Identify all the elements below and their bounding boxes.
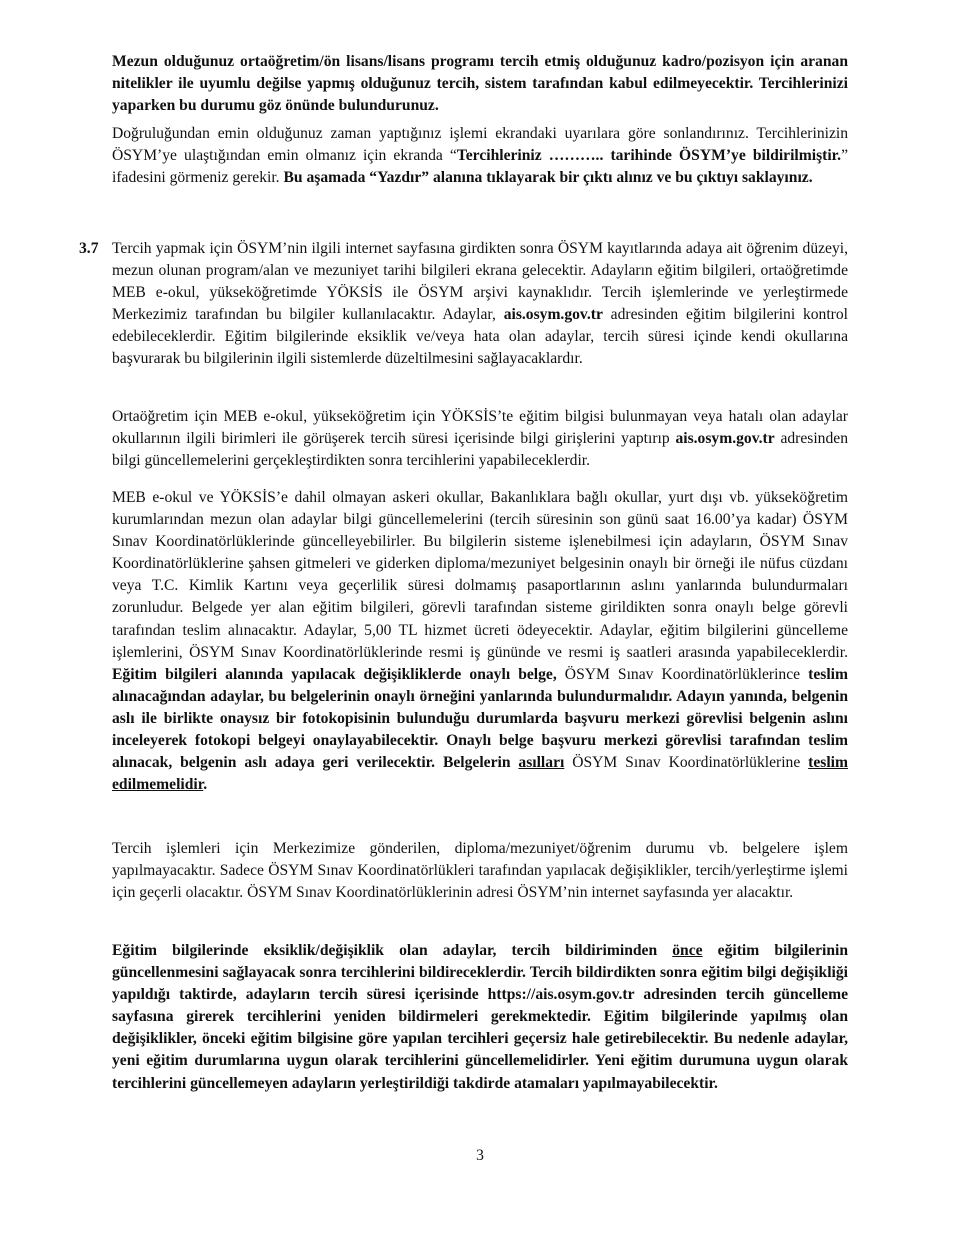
bold-text: Bu aşamada “Yazdır” alanına tıklayarak bir çıktı alınız ve bu çıktıyı saklayınız. (283, 169, 813, 187)
emphasized-text: teslim edilmemelidir (112, 754, 848, 794)
bold-text: eğitim bilgilerinin güncellenmesini sağlayacak sonra tercihlerini bildireceklerdir. Tercih bildirdikten sonra eğitim bilgi değişikliği yapıldığı taktirde, adayların tercih süresi içerisinde https://ais.osym.gov.tr adresinden tercih güncelleme sayfasına girerek tercihlerini yeniden bildirmeleri gerekmektedir. Eğitim bilgilerinde yapılmış olan değişiklikler, önceki eğitim bilgisine göre yapılan tercihleri geçersiz hale getirebilecektir. Bu nedenle adaylar, yeni eğitim durumlarına uygun olarak tercihlerini güncellemelidirler. Yeni eğitim durumuna uygun olarak tercihlerini güncellemeyen adayların yerleştirildiği takdirde atamaları yapılmayabilecektir. (112, 942, 849, 1092)
paragraph-missing-education-info (112, 406, 848, 472)
emphasized-text: önce (672, 942, 703, 959)
text-run: Tercih işlemleri için Merkezimize gönderilen, diploma/mezuniyet/öğrenim durumu vb. belgelere işlem yapılmayacaktır. Sadece ÖSYM Sınav Koordinatörlükleri tarafından yapılacak değişiklikler, tercih/yerleştirme işlemi için geçerli olacaktır. ÖSYM Sınav Koordinatörlüklerinin adresi ÖSYM’nin internet sayfasında yer alacaktır. (112, 840, 848, 902)
paragraph-update-before-submission (112, 940, 848, 1095)
bold-text: . (203, 776, 208, 794)
bold-text: ais.osym.gov.tr (675, 430, 775, 448)
section-number: 3.7 (79, 240, 99, 257)
text-run: ÖSYM Sınav Koordinatörlüklerine (564, 754, 809, 772)
bold-text: Mezun olduğunuz ortaöğretim/ön lisans/lisans programı tercih etmiş olduğunuz kadro/pozisyon için aranan nitelikler ile uyumlu değilse yapmış olduğunuz tercih, sistem tarafından kabul edilmeyecektir. Tercihlerinizi yaparken bu durumu göz önünde bulundurunuz. (112, 53, 848, 115)
text-run: ” ifadesini görmeniz gerekir. (112, 147, 848, 187)
bold-text: ais.osym.gov.tr (503, 306, 603, 324)
bold-text: Tercihleriniz ……….. tarihinde ÖSYM’ye bildirilmiştir. (456, 147, 842, 165)
text-run: Tercih yapmak için ÖSYM’nin ilgili internet sayfasına girdikten sonra ÖSYM kayıtlarında adaya ait öğrenim düzeyi, mezun olunan program/alan ve mezuniyet tarihi bilgileri ekrana gelecektir. Adayların eğitim bilgileri, ortaöğretimde MEB e-okul, yükseköğretimde YÖKSİS ile ÖSYM arşivi kaynaklıdır. Tercih işlemlerinde ve yerleştirmede Merkezimiz tarafından bu bilgiler kullanılacaktır. Adaylar, (112, 240, 848, 324)
emphasized-text: asılları (518, 754, 565, 772)
paragraph-confirmation-instructions (112, 123, 848, 189)
paragraph-section-intro (112, 238, 848, 371)
text-run: MEB e-okul ve YÖKSİS’e dahil olmayan askeri okullar, Bakanlıklara bağlı okullar, yurt dışı vb. yükseköğretim kurumlarından mezun olan adaylar bilgi güncellemelerini (tercih süresinin son günü saat 16.00’ya kadar) ÖSYM Sınav Koordinatörlüklerinde güncelleyebilirler. Bu bilgilerin sisteme işlenebilmesi için adayların, ÖSYM Sınav Koordinatörlüklerine şahsen gitmeleri ve giderken diploma/mezuniyet belgesinin onaylı bir örneği ile nüfus cüzdanı veya T.C. Kimlik Kartını veya geçerlilik süresi dolmamış pasaportlarının aslını yanlarında bulundurmaları zorunludur. Belgede yer alan eğitim bilgileri, görevli tarafından sisteme girildikten sonra onaylı belge görevli tarafından teslim alınacaktır. Adaylar, 5,00 TL hizmet ücreti ödeyecektir. Adaylar, eğitim bilgilerini güncelleme işlemlerini, ÖSYM Sınav Koordinatörlüklerinde resmi iş gününde ve resmi iş saatleri arasında yapabileceklerdir. (112, 489, 848, 661)
text-run: ÖSYM Sınav Koordinatörlüklerince (556, 665, 809, 683)
text-run: Ortaöğretim için MEB e-okul, yükseköğretim için YÖKSİS’te eğitim bilgisi bulunmayan veya hatalı olan adaylar okullarının ilgili birimleri ile görüşerek tercih süresi içerisinde bilgi girişlerini yaptırıp (112, 408, 848, 448)
page-number: 3 (476, 1147, 484, 1164)
bold-text: teslim alınacağından adaylar, bu belgelerinin onaylı örneğini yanlarında bulundurmalıdır. Adayın yanında, belgenin aslı ile birlikte onaysız bir fotokopisinin bulunduğu durumlarda başvuru merkezi görevlisi belgenin aslını inceleyerek fotokopi belgeyi onaylayabilecektir. Onaylı belge başvuru merkezi görevlisi tarafından teslim alınacak, belgenin aslı adaya geri verilecektir. Belgelerin (112, 665, 848, 772)
text-run: adresinden bilgi güncellemelerini gerçekleştirdikten sonra tercihlerini yapabileceklerdir. (112, 430, 848, 470)
bold-text: Eğitim bilgileri alanında yapılacak değişikliklerde onaylı belge, (112, 665, 557, 683)
paragraph-non-system-schools (112, 487, 848, 796)
paragraph-warning-qualifications (112, 51, 848, 117)
paragraph-documents-sent (112, 838, 848, 904)
text-run: Doğruluğundan emin olduğunuz zaman yaptığınız işlemi ekrandaki uyarılara göre sonlandırınız. Tercihlerinizin ÖSYM’ye ulaştığından emin olmanız için ekranda “ (112, 125, 848, 165)
text-run: adresinden eğitim bilgilerini kontrol edebileceklerdir. Eğitim bilgilerinde eksiklik ve/veya hata olan adaylar, tercih süresi içinde kendi okullarına başvurarak bu bilgilerinin ilgili sistemlerde düzeltilmesini sağlayacaklardır. (112, 306, 849, 368)
bold-text: Eğitim bilgilerinde eksiklik/değişiklik olan adaylar, tercih bildiriminden (112, 942, 673, 959)
